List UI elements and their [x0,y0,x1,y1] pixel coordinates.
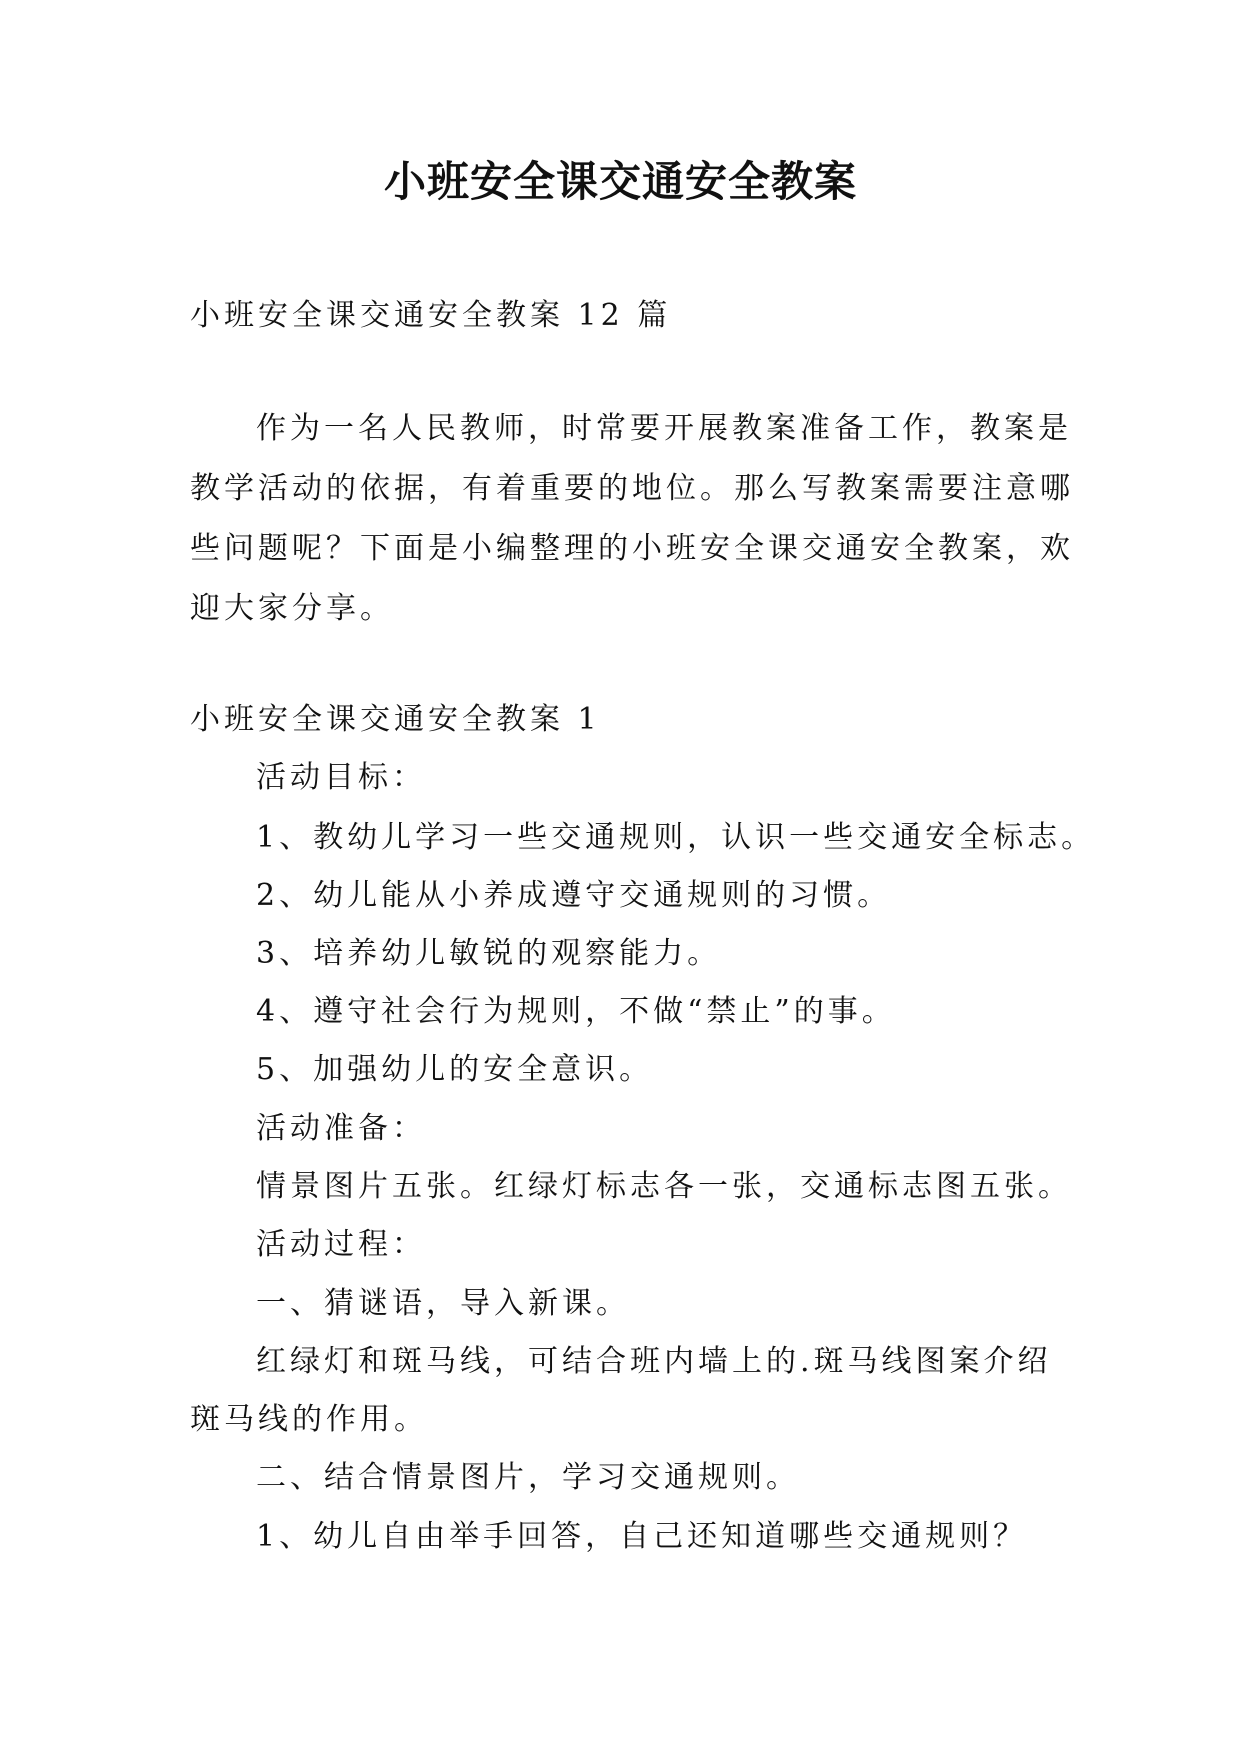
body-line: 活动过程： [256,1227,426,1262]
body-line: 情景图片五张。红绿灯标志各一张，交通标志图五张。 [256,1169,1072,1204]
body-line: 活动目标： [256,760,426,795]
body-line: 活动准备： [256,1111,426,1146]
intro-line: 迎大家分享。 [190,591,394,626]
section-heading: 小班安全课交通安全教案 1 [190,702,601,737]
body-line: 2、幼儿能从小养成遵守交通规则的习惯。 [256,878,892,913]
body-line: 斑马线的作用。 [190,1402,428,1437]
body-line: 一、猜谜语，导入新课。 [256,1286,630,1321]
body-line: 红绿灯和斑马线，可结合班内墙上的.斑马线图案介绍 [256,1344,1052,1379]
body-line: 1、幼儿自由举手回答，自己还知道哪些交通规则？ [256,1519,1028,1554]
intro-line: 些问题呢？下面是小编整理的小班安全课交通安全教案，欢 [190,531,1074,566]
body-line: 5、加强幼儿的安全意识。 [256,1052,654,1087]
intro-line: 教学活动的依据，有着重要的地位。那么写教案需要注意哪 [190,471,1074,506]
document-subtitle: 小班安全课交通安全教案 12 篇 [190,298,672,333]
document-title: 小班安全课交通安全教案 [383,157,857,206]
intro-line: 作为一名人民教师，时常要开展教案准备工作，教案是 [256,411,1072,446]
body-line: 3、培养幼儿敏锐的观察能力。 [256,936,722,971]
body-line: 二、结合情景图片，学习交通规则。 [256,1460,800,1495]
body-line: 4、遵守社会行为规则，不做“禁止”的事。 [256,994,896,1029]
body-line: 1、教幼儿学习一些交通规则，认识一些交通安全标志。 [256,820,1096,855]
